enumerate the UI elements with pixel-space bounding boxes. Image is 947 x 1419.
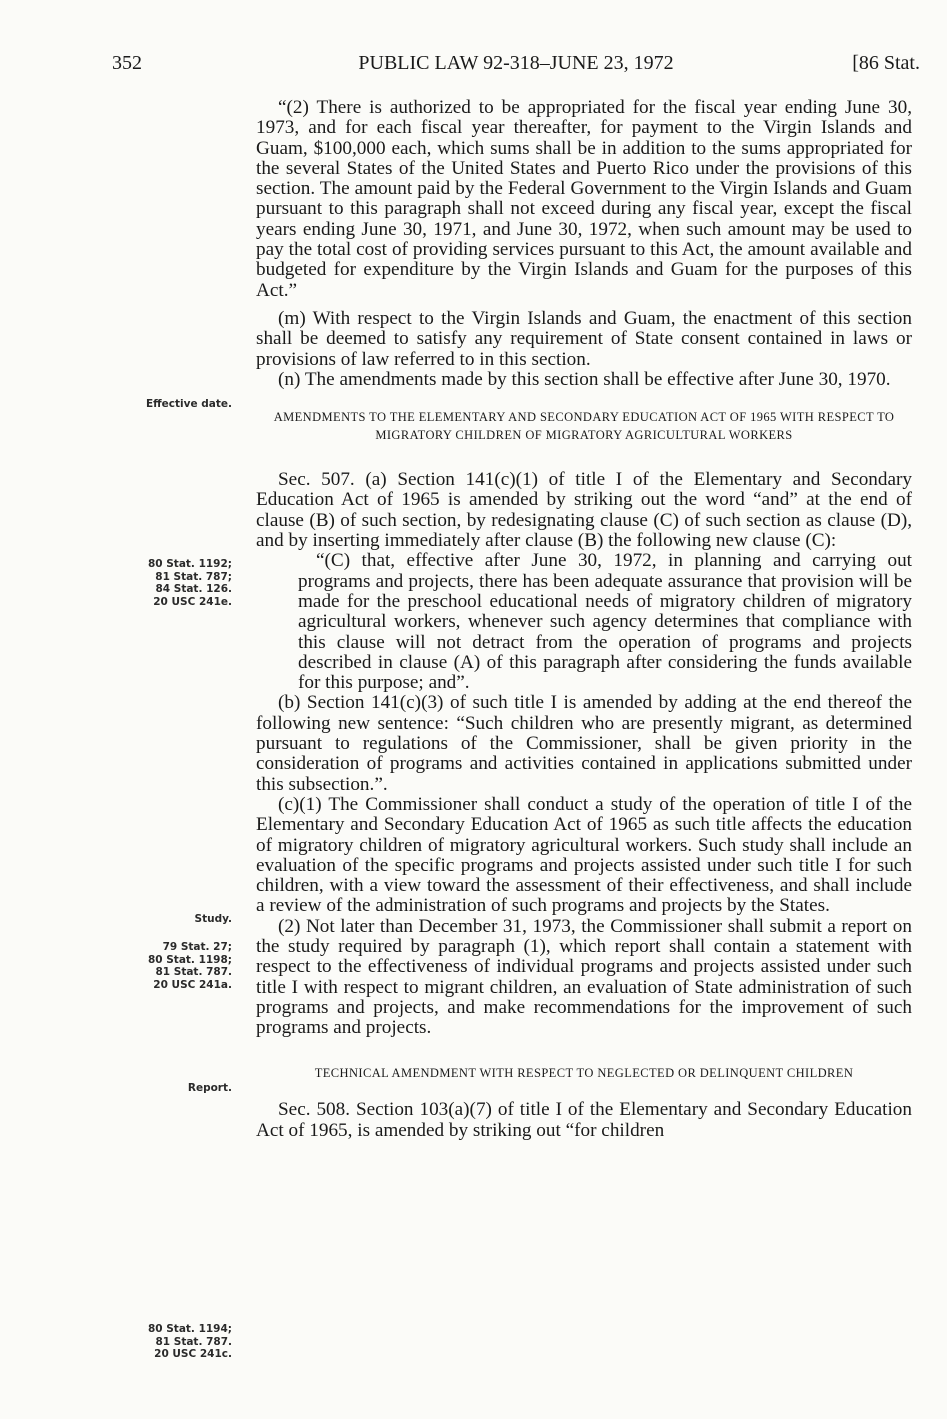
running-title: PUBLIC LAW 92-318–JUNE 23, 1972 [358, 52, 674, 74]
citation-line: 80 Stat. 1194; [147, 1323, 232, 1335]
margin-note-citation-study [100, 941, 232, 991]
margin-note-citation-508 [100, 1323, 232, 1361]
citation-line: 81 Stat. 787. [155, 1335, 232, 1348]
section-507-text: Sec. 507. (a) Section 141(c)(1) of title I of the Elementary and Secondary Education Act of 1965 is amended by striking out the word “and” at the end of clause (B) of such section, by redesignating clause (C) of such section as clause (D), and by inserting immediately after clause (B) the following new clause (C): [256, 469, 912, 552]
margin-note-report: Report. [187, 1082, 232, 1094]
main-text [256, 98, 912, 1141]
section-508-text: Sec. 508. Section 103(a)(7) of title I of the Elementary and Secondary Education Act of 1965, is amended by striking out “for children [256, 1099, 912, 1141]
statute-volume: [86 Stat. [852, 52, 920, 74]
margin-note-study: Study. [194, 913, 232, 925]
paragraph-appropriation: “(2) There is authorized to be appropriated for the fiscal year ending June 30, 1973, and for each fiscal year thereafter, for payment to the Virgin Islands and Guam, $100,000 each, which sums shall be in addition to the sums appropriated for the several States of the United States and Puerto Rico under the provisions of this section. The amount paid by the Federal Government to the Virgin Islands and Guam pursuant to this paragraph shall not exceed during any fiscal year, except the fiscal years ending June 30, 1971, and June 30, 1972, when such amount may be used to pay the total cost of providing services pursuant to this Act, the amount available and budgeted for expenditure by the Virgin Islands and Guam for the purposes of this Act.” [256, 97, 912, 301]
paragraph-m: (m) With respect to the Virgin Islands and Guam, the enactment of this section shall be deemed to satisfy any requirement of State consent contained in laws or provisions of law referred to in this section. [256, 307, 912, 370]
page-number: 352 [112, 52, 142, 74]
margin-note-citation-507 [100, 558, 232, 608]
citation-line: 79 Stat. 27; [162, 941, 232, 953]
citation-line: 84 Stat. 126. [155, 583, 232, 595]
citation-line: 80 Stat. 1192; [147, 558, 232, 570]
citation-line: 81 Stat. 787; [155, 570, 232, 583]
clause-c-quote: “(C) that, effective after June 30, 1972, in planning and carrying out programs and projects, there has been adequate assurance that provision will be made for the preschool educational needs of migratory children of migratory agricultural workers, whenever such agency determines that compliance with this clause will not detract from the operation of programs and projects described in clause (A) of this paragraph after considering the funds available for this purpose; and”. [298, 550, 912, 694]
paragraph-n: (n) The amendments made by this section shall be effective after June 30, 1970. [278, 368, 891, 390]
citation-line: 20 USC 241c. [154, 1348, 232, 1360]
margin-note-effective-date: Effective date. [146, 398, 232, 410]
paragraph-b: (b) Section 141(c)(3) of such title I is amended by adding at the end thereof the following new sentence: “Such children who are presently migrant, as determined pursuant to regulations of the Commissioner, shall be given priority in the consideration of programs and activities contained in applications submitted under this subsection.”. [256, 692, 912, 795]
paragraph-c1: (c)(1) The Commissioner shall conduct a study of the operation of title I of the Elementary and Secondary Education Act of 1965 as such title affects the education of migratory children of migratory agricultural workers. Such study shall include an evaluation of the specific programs and projects assisted under such title I for such children, with a view toward the assessment of their effectiveness, and shall include a review of the administration of such programs and projects by the States. [256, 793, 912, 917]
citation-line: 81 Stat. 787. [155, 966, 232, 978]
citation-line: 80 Stat. 1198; [147, 953, 232, 966]
section-heading-507: AMENDMENTS TO THE ELEMENTARY AND SECONDARY EDUCATION ACT OF 1965 WITH RESPECT TO MIGRATORY CHILDREN OF MIGRATORY AGRICULTURAL WORKERS [273, 410, 895, 443]
citation-line: 20 USC 241e. [153, 595, 232, 608]
paragraph-c2: (2) Not later than December 31, 1973, the Commissioner shall submit a report on the study required by paragraph (1), which report shall contain a statement with respect to the effectiveness of individual programs and projects assisted under such title I with respect to migrant children, an evaluation of State administration of such programs and projects, and make recommendations for the improvement of such programs and projects. [256, 915, 912, 1039]
citation-line: 20 USC 241a. [153, 978, 232, 991]
page-header [112, 52, 920, 78]
section-heading-508: TECHNICAL AMENDMENT WITH RESPECT TO NEGLECTED OR DELINQUENT CHILDREN [314, 1066, 854, 1081]
